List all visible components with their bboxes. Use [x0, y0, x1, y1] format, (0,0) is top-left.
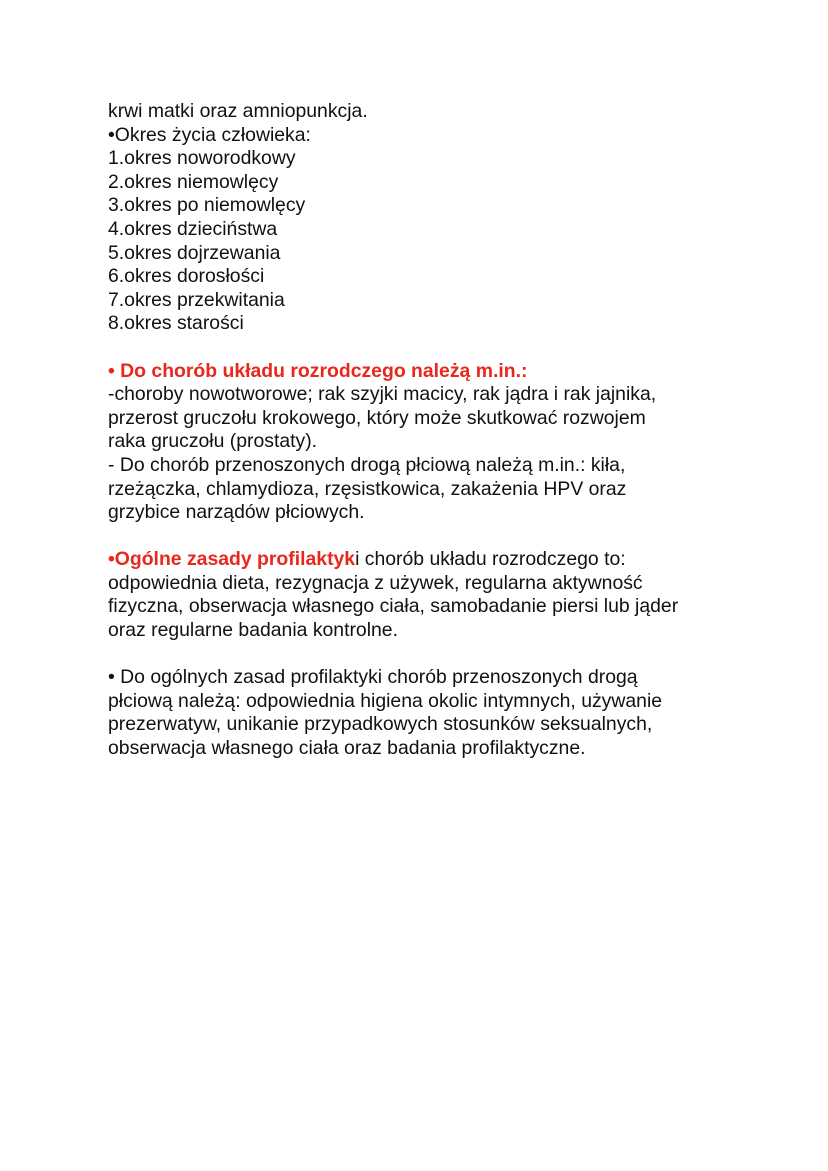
std-prophylaxis-section	[108, 666, 748, 760]
std-prophylaxis-line: płciową należą: odpowiednia higiena okolic intymnych, używanie	[108, 689, 663, 712]
period-item: 8.okres starości	[108, 312, 244, 335]
period-item: 4.okres dzieciństwa	[108, 217, 278, 240]
reproductive-diseases-section	[108, 360, 748, 525]
life-periods-section	[108, 100, 748, 336]
paragraph-gap	[108, 643, 748, 667]
period-item: 5.okres dojrzewania	[108, 241, 281, 264]
diseases-text-line: -choroby nowotworowe; rak szyjki macicy, rak jądra i rak jajnika,	[108, 383, 657, 406]
std-prophylaxis-line: prezerwatyw, unikanie przypadkowych stosunków seksualnych,	[108, 713, 653, 736]
period-item: 3.okres po niemowlęcy	[108, 194, 306, 217]
paragraph-gap	[108, 525, 748, 549]
prophylaxis-heading-highlight: •Ogólne zasady profilaktyk	[108, 548, 356, 571]
std-prophylaxis-line: obserwacja własnego ciała oraz badania profilaktyczne.	[108, 737, 586, 760]
diseases-text-line: grzybice narządów płciowych.	[108, 501, 365, 524]
paragraph-gap	[108, 336, 748, 360]
period-item: 7.okres przekwitania	[108, 288, 285, 311]
diseases-text-line: - Do chorób przenoszonych drogą płciową należą m.in.: kiła,	[108, 453, 626, 476]
prophylaxis-section	[108, 548, 748, 642]
continuation-line: krwi matki oraz amniopunkcja.	[108, 100, 368, 122]
prophylaxis-text-line: odpowiednia dieta, rezygnacja z używek, regularna aktywność	[108, 571, 643, 594]
diseases-text-line: rzeżączka, chlamydioza, rzęsistkowica, zakażenia HPV oraz	[108, 477, 627, 500]
std-prophylaxis-line: • Do ogólnych zasad profilaktyki chorób przenoszonych drogą	[108, 666, 638, 689]
prophylaxis-heading-line	[108, 548, 748, 572]
document-page	[108, 100, 748, 761]
period-item: 6.okres dorosłości	[108, 265, 265, 288]
period-item: 1.okres noworodkowy	[108, 147, 296, 170]
prophylaxis-text-line: fizyczna, obserwacja własnego ciała, samobadanie piersi lub jąder	[108, 595, 679, 618]
diseases-text-line: raka gruczołu (prostaty).	[108, 430, 318, 453]
period-item: 2.okres niemowlęcy	[108, 170, 279, 193]
prophylaxis-heading-rest: i chorób układu rozrodczego to:	[355, 548, 626, 571]
life-periods-heading: •Okres życia człowieka:	[108, 123, 311, 146]
diseases-heading: • Do chorób układu rozrodczego należą m.in.:	[108, 359, 528, 382]
diseases-text-line: przerost gruczołu krokowego, który może skutkować rozwojem	[108, 406, 646, 429]
prophylaxis-text-line: oraz regularne badania kontrolne.	[108, 619, 398, 642]
